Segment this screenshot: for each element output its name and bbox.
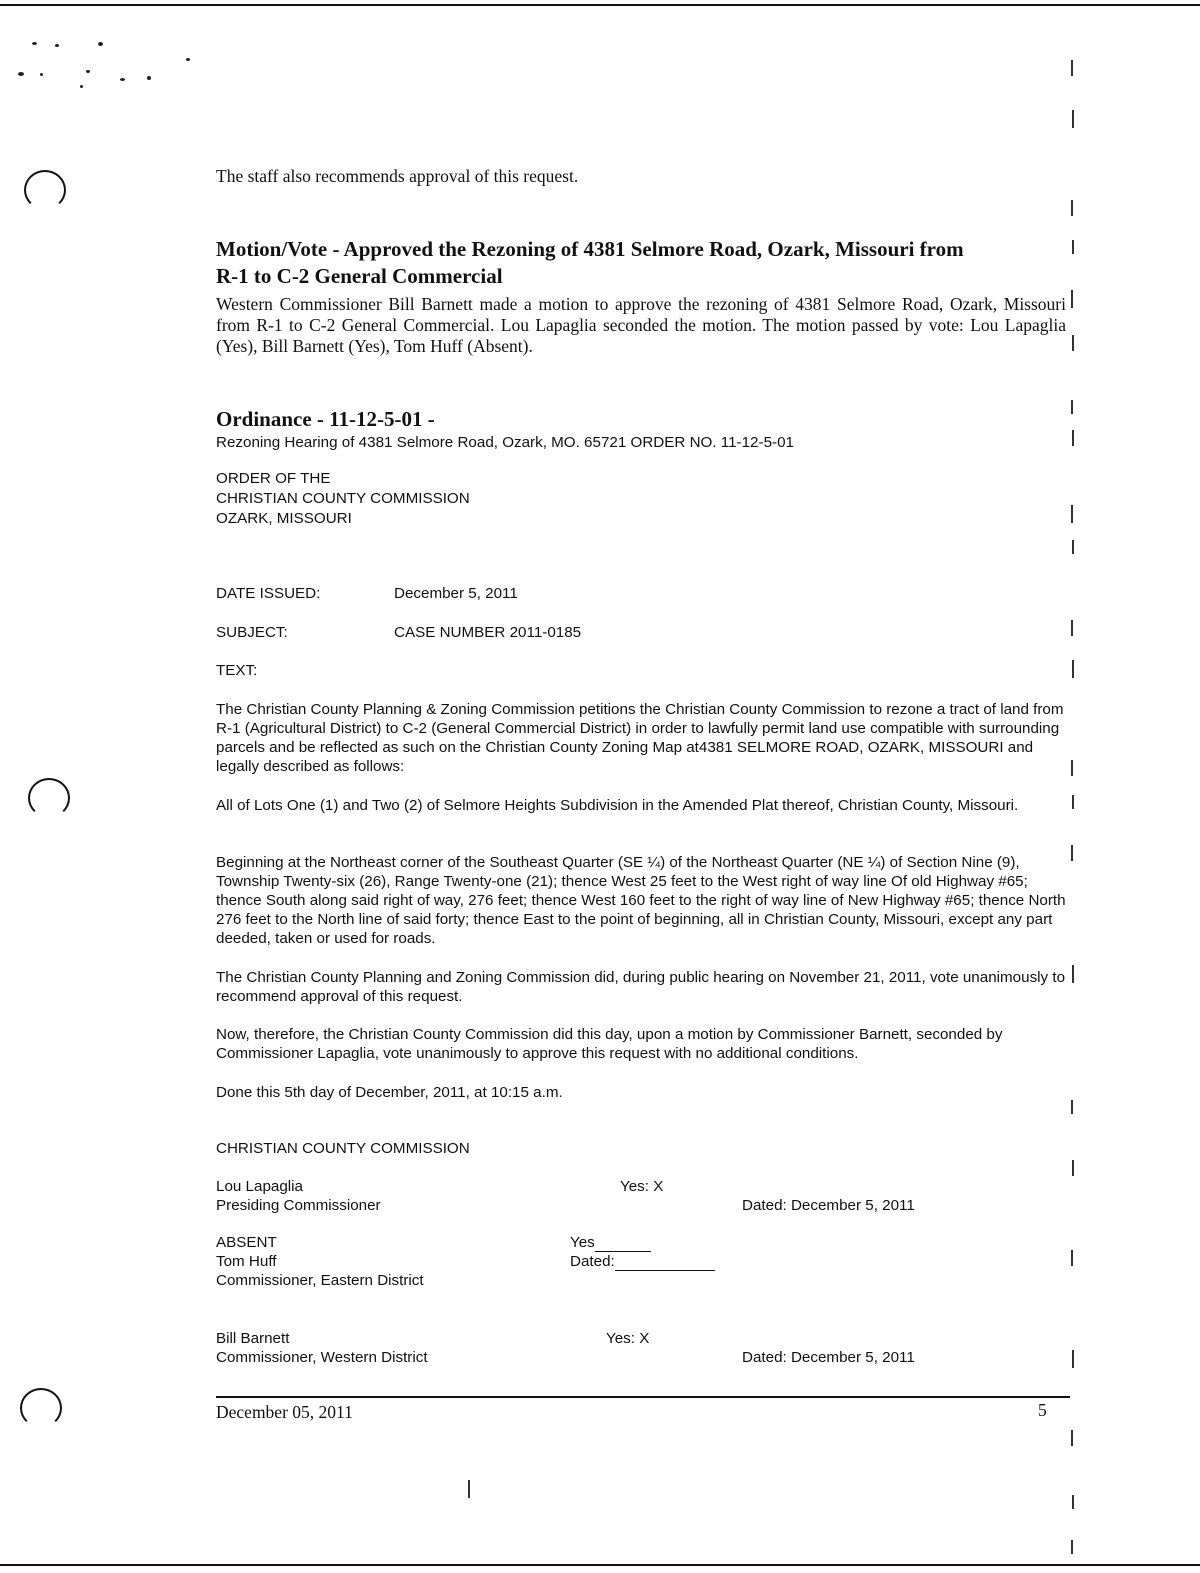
barnett-title: Commissioner, Western District xyxy=(216,1349,428,1366)
page-number: 5 xyxy=(1038,1400,1047,1420)
order-location: OZARK, MISSOURI xyxy=(216,510,352,527)
ordinance-subheading: Rezoning Hearing of 4381 Selmore Road, Ozark, MO. 65721 ORDER NO. 11-12-5-01 xyxy=(216,434,794,451)
paragraph-lots: All of Lots One (1) and Two (2) of Selmore Heights Subdivision in the Amended Plat thereof, Christian County, Missouri. xyxy=(216,797,1019,814)
huff-status: ABSENT xyxy=(216,1234,277,1251)
date-issued-label: DATE ISSUED: xyxy=(216,585,321,602)
lapaglia-title: Presiding Commissioner xyxy=(216,1197,381,1214)
ordinance-heading: Ordinance - 11-12-5-01 - xyxy=(216,407,435,431)
lapaglia-name: Lou Lapaglia xyxy=(216,1178,303,1195)
binder-hole-middle xyxy=(28,778,70,818)
huff-dated-blank-line xyxy=(615,1253,715,1271)
subject-label: SUBJECT: xyxy=(216,624,288,641)
motion-heading-line2: R-1 to C-2 General Commercial xyxy=(216,264,503,288)
binder-hole-bottom xyxy=(20,1388,62,1428)
barnett-name: Bill Barnett xyxy=(216,1330,290,1347)
huff-dated-label: Dated: xyxy=(570,1253,615,1270)
huff-yes-blank-line xyxy=(595,1234,651,1252)
barnett-dated: Dated: December 5, 2011 xyxy=(742,1349,915,1366)
huff-dated-field xyxy=(570,1253,715,1271)
huff-yes-field xyxy=(570,1234,651,1252)
lapaglia-vote: Yes: X xyxy=(620,1178,664,1195)
subject-value: CASE NUMBER 2011-0185 xyxy=(394,624,582,641)
paragraph-public-hearing: The Christian County Planning and Zoning Commission did, during public hearing on November 21, 2011, vote unanimously to recommend approval of this request. xyxy=(216,969,1066,1005)
staff-recommendation-text: The staff also recommends approval of this request. xyxy=(216,166,579,186)
motion-body: Western Commissioner Bill Barnett made a motion to approve the rezoning of 4381 Selmore Road, Ozark, Missouri from R-1 to C-2 General Commercial. Lou Lapaglia seconded the motion. The motion passed by vote: Lou Lapaglia (Yes), Bill Barnett (Yes), Tom Huff (Absent). xyxy=(216,294,1066,356)
order-of-the: ORDER OF THE xyxy=(216,470,331,487)
huff-yes-label: Yes xyxy=(570,1234,595,1251)
motion-heading-line1: Motion/Vote - Approved the Rezoning of 4381 Selmore Road, Ozark, Missouri from xyxy=(216,237,964,261)
binder-hole-top xyxy=(24,170,66,210)
huff-name: Tom Huff xyxy=(216,1253,277,1270)
top-scan-border xyxy=(0,4,1200,6)
paragraph-legal-description: Beginning at the Northeast corner of the Southeast Quarter (SE ¼) of the Northeast Quarter (NE ¼) of Section Nine (9), Township Twenty-six (26), Range Twenty-one (21); thence West 25 feet to the West right of way line Of old Highway #65; thence South along said right of way, 276 feet; thence West 160 feet to the right of way line of New Highway #65; thence North 276 feet to the North line of said forty; thence East to the point of beginning, all in Christian County, Missouri, except any part deeded, taken or used for roads. xyxy=(216,854,1066,947)
order-commission-name: CHRISTIAN COUNTY COMMISSION xyxy=(216,490,470,507)
paragraph-done: Done this 5th day of December, 2011, at 10:15 a.m. xyxy=(216,1084,563,1101)
lapaglia-dated: Dated: December 5, 2011 xyxy=(742,1197,915,1214)
paragraph-petition: The Christian County Planning & Zoning Commission petitions the Christian County Commission to rezone a tract of land from R-1 (Agricultural District) to C-2 (General Commercial District) in order to lawfully permit land use compatible with surrounding parcels and be reflected as such on the Christian County Zoning Map at4381 SELMORE ROAD, OZARK, MISSOURI and legally described as follows: xyxy=(216,701,1064,775)
barnett-vote: Yes: X xyxy=(606,1330,650,1347)
huff-title: Commissioner, Eastern District xyxy=(216,1272,424,1289)
date-issued-value: December 5, 2011 xyxy=(394,585,518,602)
footer-divider xyxy=(216,1396,1070,1398)
footer-date: December 05, 2011 xyxy=(216,1402,353,1422)
signature-block-header: CHRISTIAN COUNTY COMMISSION xyxy=(216,1140,470,1157)
bottom-scan-border xyxy=(0,1564,1200,1566)
paragraph-approval: Now, therefore, the Christian County Commission did this day, upon a motion by Commissioner Barnett, seconded by Commissioner Lapaglia, vote unanimously to approve this request with no additional conditions. xyxy=(216,1026,1003,1062)
text-label: TEXT: xyxy=(216,662,258,679)
